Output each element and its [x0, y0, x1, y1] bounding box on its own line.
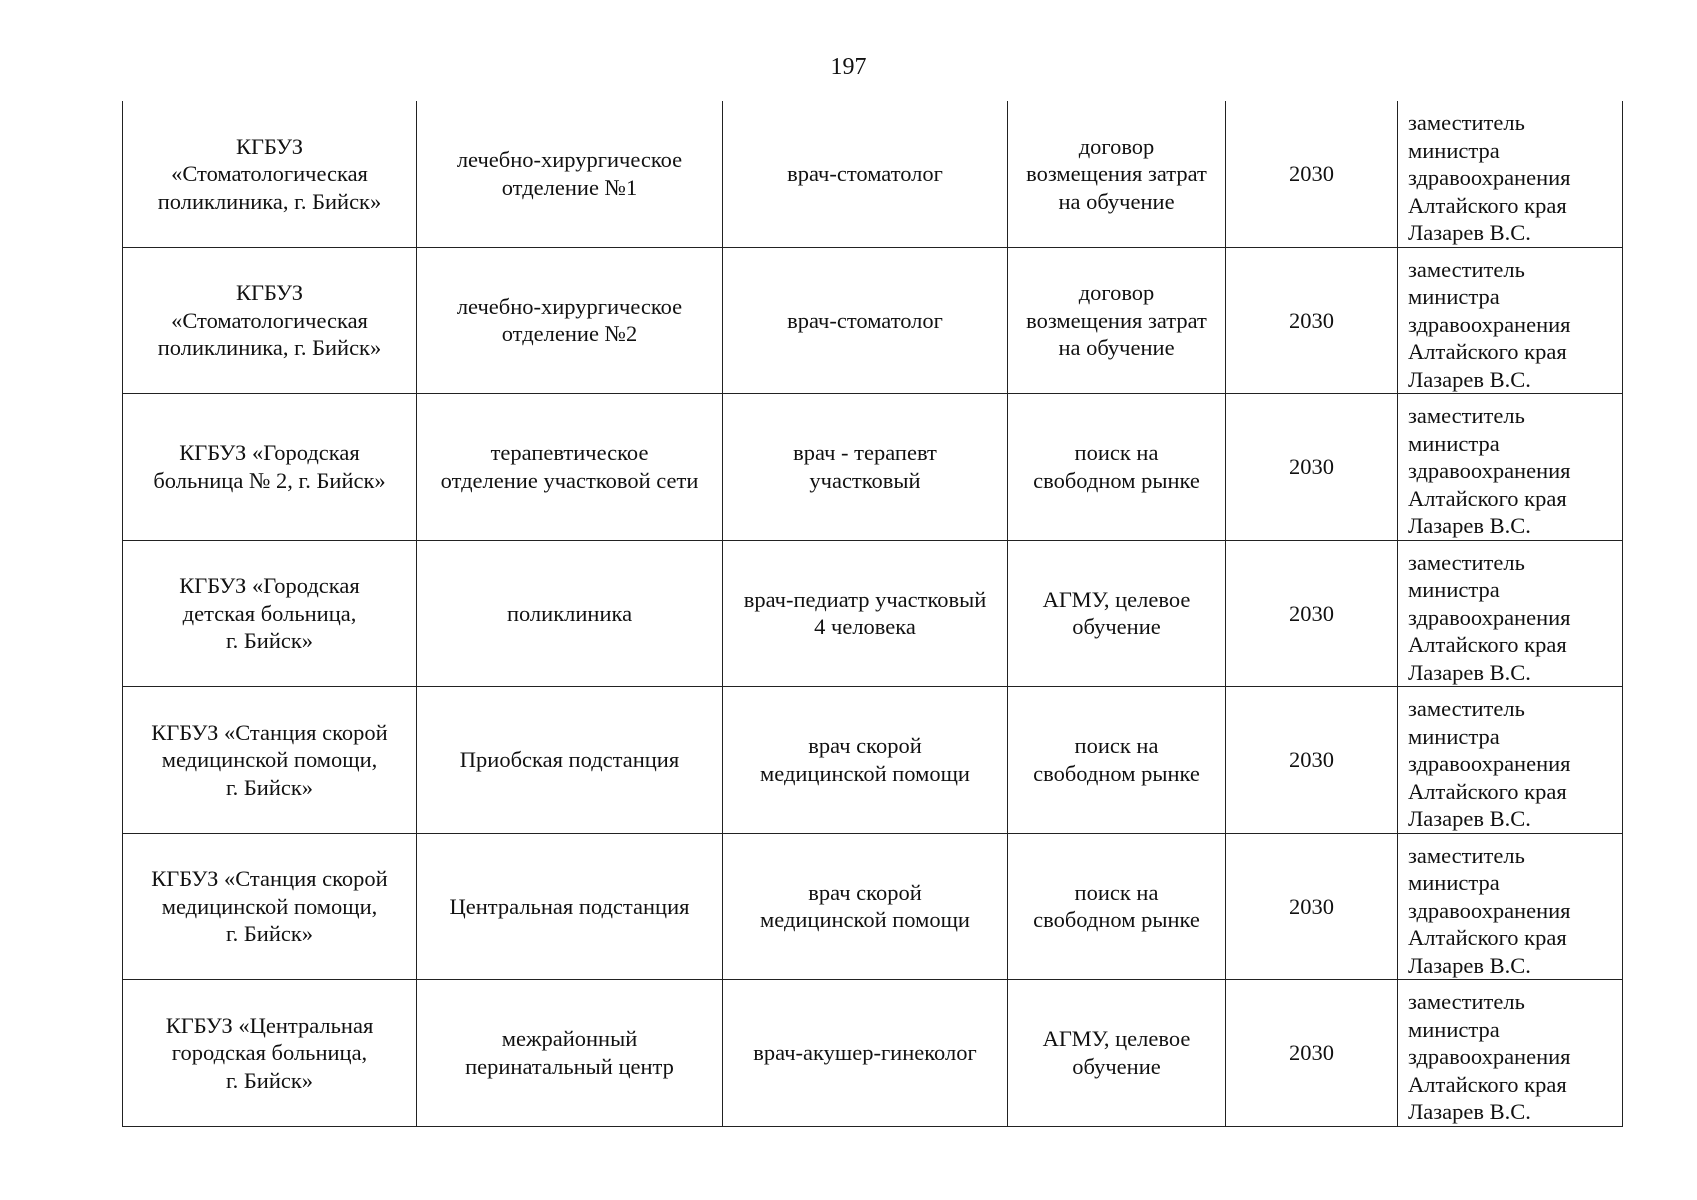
- specialty-cell: врач-стоматолог: [723, 247, 1008, 394]
- responsible-cell: заместитель министра здравоохранения Алтайского края Лазарев В.С.: [1398, 980, 1623, 1127]
- source-cell: договор возмещения затрат на обучение: [1008, 247, 1226, 394]
- responsible-cell: заместитель министра здравоохранения Алтайского края Лазарев В.С.: [1398, 687, 1623, 834]
- department-cell: лечебно-хирургическое отделение №1: [417, 101, 723, 247]
- organization-cell: КГБУЗ «Станция скорой медицинской помощи, г. Бийск»: [123, 833, 417, 980]
- responsible-cell: заместитель министра здравоохранения Алтайского края Лазарев В.С.: [1398, 833, 1623, 980]
- source-cell: АГМУ, целевое обучение: [1008, 980, 1226, 1127]
- table-row: [123, 540, 1623, 687]
- year-cell: 2030: [1226, 101, 1398, 247]
- table-row: [123, 833, 1623, 980]
- source-cell: договор возмещения затрат на обучение: [1008, 101, 1226, 247]
- table-row: [123, 247, 1623, 394]
- source-cell: поиск на свободном рынке: [1008, 833, 1226, 980]
- department-cell: поликлиника: [417, 540, 723, 687]
- specialty-cell: врач-акушер-гинеколог: [723, 980, 1008, 1127]
- organization-cell: КГБУЗ «Станция скорой медицинской помощи, г. Бийск»: [123, 687, 417, 834]
- specialty-cell: врач скорой медицинской помощи: [723, 687, 1008, 834]
- year-cell: 2030: [1226, 247, 1398, 394]
- organization-cell: КГБУЗ «Стоматологическая поликлиника, г. Бийск»: [123, 247, 417, 394]
- department-cell: Приобская подстанция: [417, 687, 723, 834]
- organization-cell: КГБУЗ «Стоматологическая поликлиника, г. Бийск»: [123, 101, 417, 247]
- year-cell: 2030: [1226, 394, 1398, 541]
- source-cell: АГМУ, целевое обучение: [1008, 540, 1226, 687]
- staffing-table: [122, 101, 1623, 1127]
- organization-cell: КГБУЗ «Центральная городская больница, г. Бийск»: [123, 980, 417, 1127]
- source-cell: поиск на свободном рынке: [1008, 394, 1226, 541]
- specialty-cell: врач-педиатр участковый 4 человека: [723, 540, 1008, 687]
- specialty-cell: врач скорой медицинской помощи: [723, 833, 1008, 980]
- department-cell: Центральная подстанция: [417, 833, 723, 980]
- responsible-cell: заместитель министра здравоохранения Алтайского края Лазарев В.С.: [1398, 540, 1623, 687]
- table-row: [123, 394, 1623, 541]
- table-row: [123, 980, 1623, 1127]
- year-cell: 2030: [1226, 540, 1398, 687]
- table-row: [123, 101, 1623, 247]
- organization-cell: КГБУЗ «Городская детская больница, г. Бийск»: [123, 540, 417, 687]
- specialty-cell: врач-стоматолог: [723, 101, 1008, 247]
- department-cell: терапевтическое отделение участковой сети: [417, 394, 723, 541]
- responsible-cell: заместитель министра здравоохранения Алтайского края Лазарев В.С.: [1398, 394, 1623, 541]
- year-cell: 2030: [1226, 687, 1398, 834]
- table-row: [123, 687, 1623, 834]
- year-cell: 2030: [1226, 833, 1398, 980]
- responsible-cell: заместитель министра здравоохранения Алтайского края Лазарев В.С.: [1398, 247, 1623, 394]
- source-cell: поиск на свободном рынке: [1008, 687, 1226, 834]
- department-cell: лечебно-хирургическое отделение №2: [417, 247, 723, 394]
- page-number: 197: [830, 54, 867, 80]
- responsible-cell: заместитель министра здравоохранения Алтайского края Лазарев В.С.: [1398, 101, 1623, 247]
- department-cell: межрайонный перинатальный центр: [417, 980, 723, 1127]
- organization-cell: КГБУЗ «Городская больница № 2, г. Бийск»: [123, 394, 417, 541]
- year-cell: 2030: [1226, 980, 1398, 1127]
- specialty-cell: врач - терапевт участковый: [723, 394, 1008, 541]
